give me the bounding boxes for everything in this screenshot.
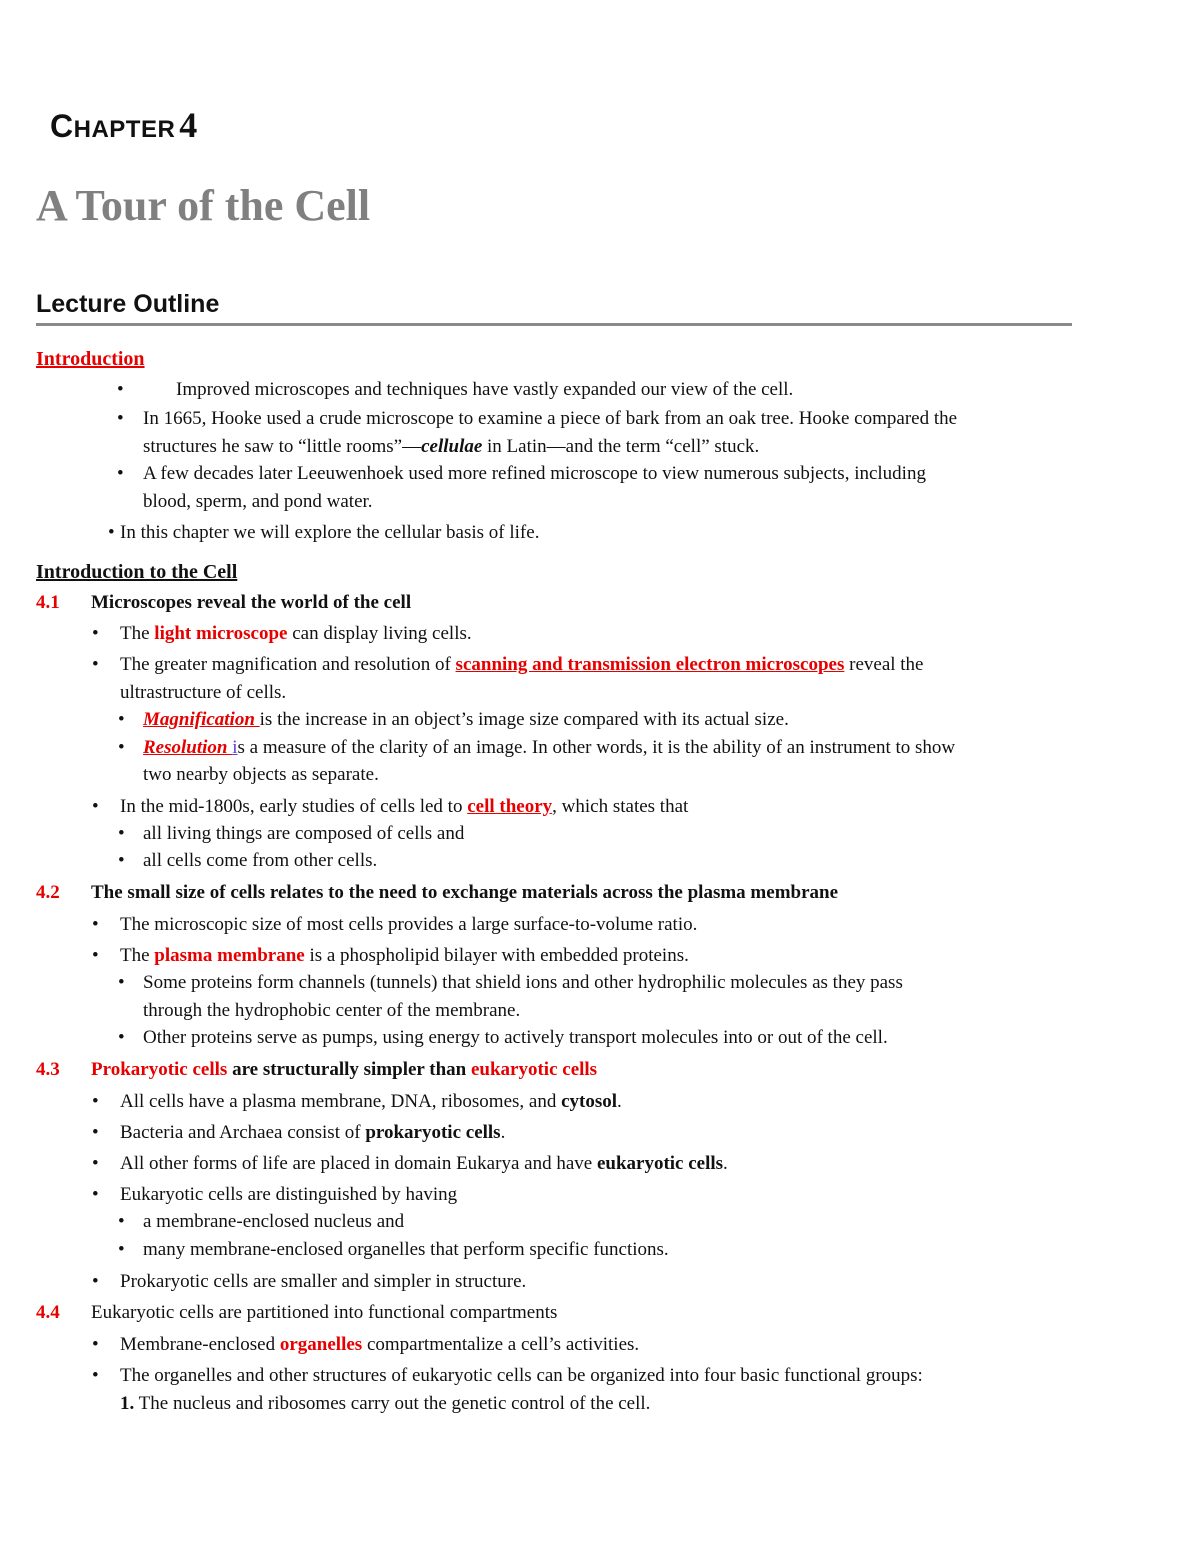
key-term: organelles: [279, 1334, 363, 1355]
section-title-4-3: [91, 1058, 597, 1082]
s43-bullet-1: [120, 1090, 622, 1114]
bullet-icon: •: [108, 522, 115, 543]
section-number-4-1: 4.1: [36, 592, 60, 613]
bullet-icon: •: [118, 1027, 125, 1048]
text-run: in Latin—and the term “cell” stuck.: [482, 436, 760, 457]
bullet-icon: •: [92, 1122, 99, 1143]
text-run: Membrane-enclosed: [120, 1334, 280, 1355]
s42-subbullet-1-line-1: Some proteins form channels (tunnels) that shield ions and other hydrophilic molecules as they pass: [143, 972, 903, 993]
bold-term: eukaryotic cells: [596, 1153, 724, 1174]
section-title-4-1: Microscopes reveal the world of the cell: [91, 592, 412, 613]
text-run: reveal the: [844, 654, 924, 675]
s44-bullet-2: The organelles and other structures of eukaryotic cells can be organized into four basic functional groups:: [120, 1365, 923, 1386]
s41-bullet-1: [120, 622, 472, 646]
key-term: Prokaryotic cells: [91, 1059, 228, 1080]
intro-bullet-4: In this chapter we will explore the cellular basis of life.: [120, 522, 540, 543]
text-run: is the increase in an object’s image size compared with its actual size.: [259, 709, 789, 730]
chapter-word-rest: HAPTER: [73, 116, 176, 143]
text-run: The greater magnification and resolution of: [120, 654, 456, 675]
s41-bullet-2-line-2: ultrastructure of cells.: [120, 682, 287, 703]
text-run: All cells have a plasma membrane, DNA, ribosomes, and: [120, 1091, 562, 1112]
bold-term: cytosol: [561, 1091, 618, 1112]
s41-bullet-3: [120, 795, 688, 819]
bullet-icon: •: [92, 1334, 99, 1355]
bullet-icon: •: [118, 737, 125, 758]
bullet-icon: •: [92, 914, 99, 935]
bullet-icon: •: [118, 1239, 125, 1260]
s43-bullet-4: Eukaryotic cells are distinguished by having: [120, 1184, 458, 1205]
key-term: plasma membrane: [154, 945, 305, 966]
text-run: is a phospholipid bilayer with embedded proteins.: [304, 945, 689, 966]
item-number: 1.: [120, 1393, 135, 1414]
s42-subbullet-1-line-2: through the hydrophobic center of the membrane.: [143, 1000, 521, 1021]
text-run: Bacteria and Archaea consist of: [120, 1122, 366, 1143]
text-run: The: [120, 623, 155, 644]
intro-bullet-3-line-1: A few decades later Leeuwenhoek used more refined microscope to view numerous subjects, including: [143, 463, 926, 484]
lecture-outline-heading: Lecture Outline: [36, 290, 1072, 326]
bullet-icon: •: [118, 823, 125, 844]
text-run: .: [723, 1153, 728, 1174]
bullet-icon: •: [92, 654, 99, 675]
bullet-icon: •: [92, 1153, 99, 1174]
section-number-4-2: 4.2: [36, 882, 60, 903]
s42-bullet-1: The microscopic size of most cells provides a large surface-to-volume ratio.: [120, 914, 698, 935]
key-term: cell theory: [467, 796, 553, 817]
bold-term: prokaryotic cells: [365, 1122, 501, 1143]
latin-term: cellulae: [421, 436, 483, 457]
s41-subbullet-resolution-line-1: [143, 736, 955, 760]
s41-bullet-2-line-1: [120, 653, 924, 677]
text-run: are structurally simpler than: [227, 1059, 471, 1080]
s43-bullet-3: [120, 1152, 728, 1176]
text-run: s a measure of the clarity of an image. In other words, it is the ability of an instrument to show: [237, 737, 956, 758]
s44-numbered-item-1: [120, 1392, 650, 1416]
section-title-4-4: Eukaryotic cells are partitioned into functional compartments: [91, 1302, 558, 1323]
text-run: .: [617, 1091, 622, 1112]
bullet-icon: •: [118, 709, 125, 730]
intro-bullet-3-line-2: blood, sperm, and pond water.: [143, 491, 373, 512]
s41-subbullet-3: all living things are composed of cells and: [143, 823, 465, 844]
text-run: compartmentalize a cell’s activities.: [362, 1334, 640, 1355]
section-number-4-3: 4.3: [36, 1059, 60, 1080]
key-term: light microscope: [154, 623, 288, 644]
bullet-icon: •: [118, 850, 125, 871]
bullet-icon: •: [92, 1365, 99, 1386]
bullet-icon: •: [117, 463, 124, 484]
text-run: In the mid-1800s, early studies of cells led to: [120, 796, 468, 817]
s41-subbullet-magnification: [143, 708, 789, 732]
text-run: structures he saw to “little rooms”—: [143, 436, 422, 457]
intro-bullet-2-line-1: In 1665, Hooke used a crude microscope to examine a piece of bark from an oak tree. Hooke compared the: [143, 408, 958, 429]
s43-bullet-5: Prokaryotic cells are smaller and simpler in structure.: [120, 1271, 527, 1292]
bullet-icon: •: [92, 1184, 99, 1205]
intro-bullet-2-line-2: [143, 435, 759, 459]
s41-subbullet-4: all cells come from other cells.: [143, 850, 378, 871]
section-title-4-2: The small size of cells relates to the need to exchange materials across the plasma membrane: [91, 882, 839, 903]
text-run: .: [500, 1122, 506, 1143]
section-heading-introduction: Introduction: [36, 348, 145, 370]
s41-subbullet-resolution-line-2: two nearby objects as separate.: [143, 764, 379, 785]
bullet-icon: •: [117, 408, 124, 429]
s43-bullet-2: [120, 1121, 505, 1145]
chapter-label: [50, 104, 197, 146]
section-heading-intro-to-cell: Introduction to the Cell: [36, 561, 238, 583]
bullet-icon: •: [118, 972, 125, 993]
key-term: Resolution: [143, 737, 233, 758]
text-run: The nucleus and ribosomes carry out the genetic control of the cell.: [134, 1393, 651, 1414]
document-title: A Tour of the Cell: [36, 181, 371, 230]
text-run: , which states that: [552, 796, 689, 817]
intro-bullet-1: Improved microscopes and techniques have vastly expanded our view of the cell.: [176, 379, 794, 400]
s43-subbullet-1: a membrane-enclosed nucleus and: [143, 1211, 405, 1232]
bullet-icon: •: [92, 623, 99, 644]
bullet-icon: •: [92, 945, 99, 966]
bullet-icon: •: [118, 1211, 125, 1232]
key-term: eukaryotic cells: [470, 1059, 598, 1080]
bullet-icon: •: [92, 1271, 99, 1292]
s43-subbullet-2: many membrane-enclosed organelles that perform specific functions.: [143, 1239, 669, 1260]
text-run: All other forms of life are placed in domain Eukarya and have: [120, 1153, 597, 1174]
key-term: scanning and transmission electron microscopes: [455, 654, 845, 675]
bullet-icon: •: [117, 379, 124, 400]
s44-bullet-1: [120, 1333, 639, 1357]
text-run: can display living cells.: [287, 623, 472, 644]
chapter-number: 4: [179, 105, 198, 145]
s42-bullet-2: [120, 944, 689, 968]
text-run: The: [120, 945, 155, 966]
bullet-icon: •: [92, 796, 99, 817]
s42-subbullet-2: Other proteins serve as pumps, using energy to actively transport molecules into or out of the cell.: [143, 1027, 888, 1048]
chapter-word-initial: C: [50, 108, 74, 144]
section-number-4-4: 4.4: [36, 1302, 60, 1323]
bullet-icon: •: [92, 1091, 99, 1112]
key-term: Magnification: [143, 709, 260, 730]
text-run: i: [232, 737, 238, 758]
